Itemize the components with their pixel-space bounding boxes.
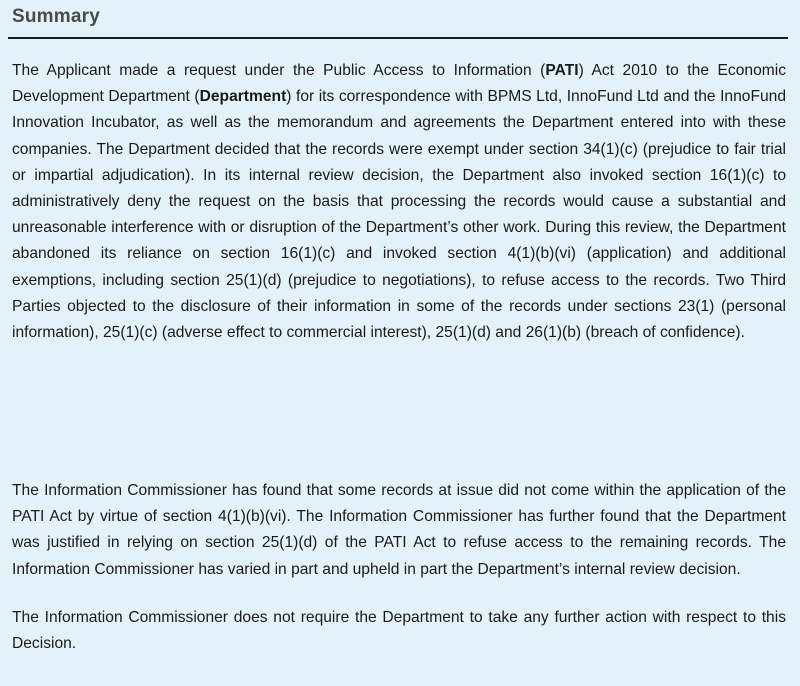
summary-paragraph-2: The Information Commissioner has found that some records at issue did not come within the application of the PATI Act by virtue of section 4(1)(b)(vi). The Information Commissioner has further found that the Department was justified in relying on section 25(1)(d) of the PATI Act to refuse access to the remaining records. The Information Commissioner has varied in part and upheld in part the Department’s internal review decision. — [12, 482, 786, 578]
bold-term-department: Department — [199, 88, 287, 106]
text-run: The Applicant made a request under the Public Access to Information ( — [12, 62, 546, 79]
summary-paragraph-1 — [12, 58, 786, 346]
text-run: ) for its correspondence with BPMS Ltd, InnoFund Ltd and the InnoFund Innovation Incubator, as well as the memorandum and agreements the Department entered into with these companies. The Department decided that the records were exempt under section 34(1)(c) (prejudice to fair trial or impartial adjudication). In its internal review decision, the Department also invoked section 16(1)(c) to administratively deny the request on the basis that processing the records would cause a substantial and unreasonable interference with or disruption of the Department’s other work. During this review, the Department abandoned its reliance on section 16(1)(c) and invoked section 4(1)(b)(vi) (application) and additional exemptions, including section 25(1)(d) (prejudice to negotiations), to refuse access to the records. Two Third Parties objected to the disclosure of their information in some of the records under sections 23(1) (personal information), 25(1)(c) (adverse effect to commercial interest), 25(1)(d) and 26(1)(b) (breach of confidence). — [12, 88, 786, 342]
bold-term-pati: PATI — [545, 62, 579, 79]
text-run: ) Act 2010 to the Economic Development Department ( — [12, 62, 786, 106]
summary-paragraph-3: The Information Commissioner does not require the Department to take any further action with respect to this Decision. — [12, 609, 786, 653]
section-heading: Summary — [12, 6, 100, 27]
heading-divider — [8, 37, 788, 39]
